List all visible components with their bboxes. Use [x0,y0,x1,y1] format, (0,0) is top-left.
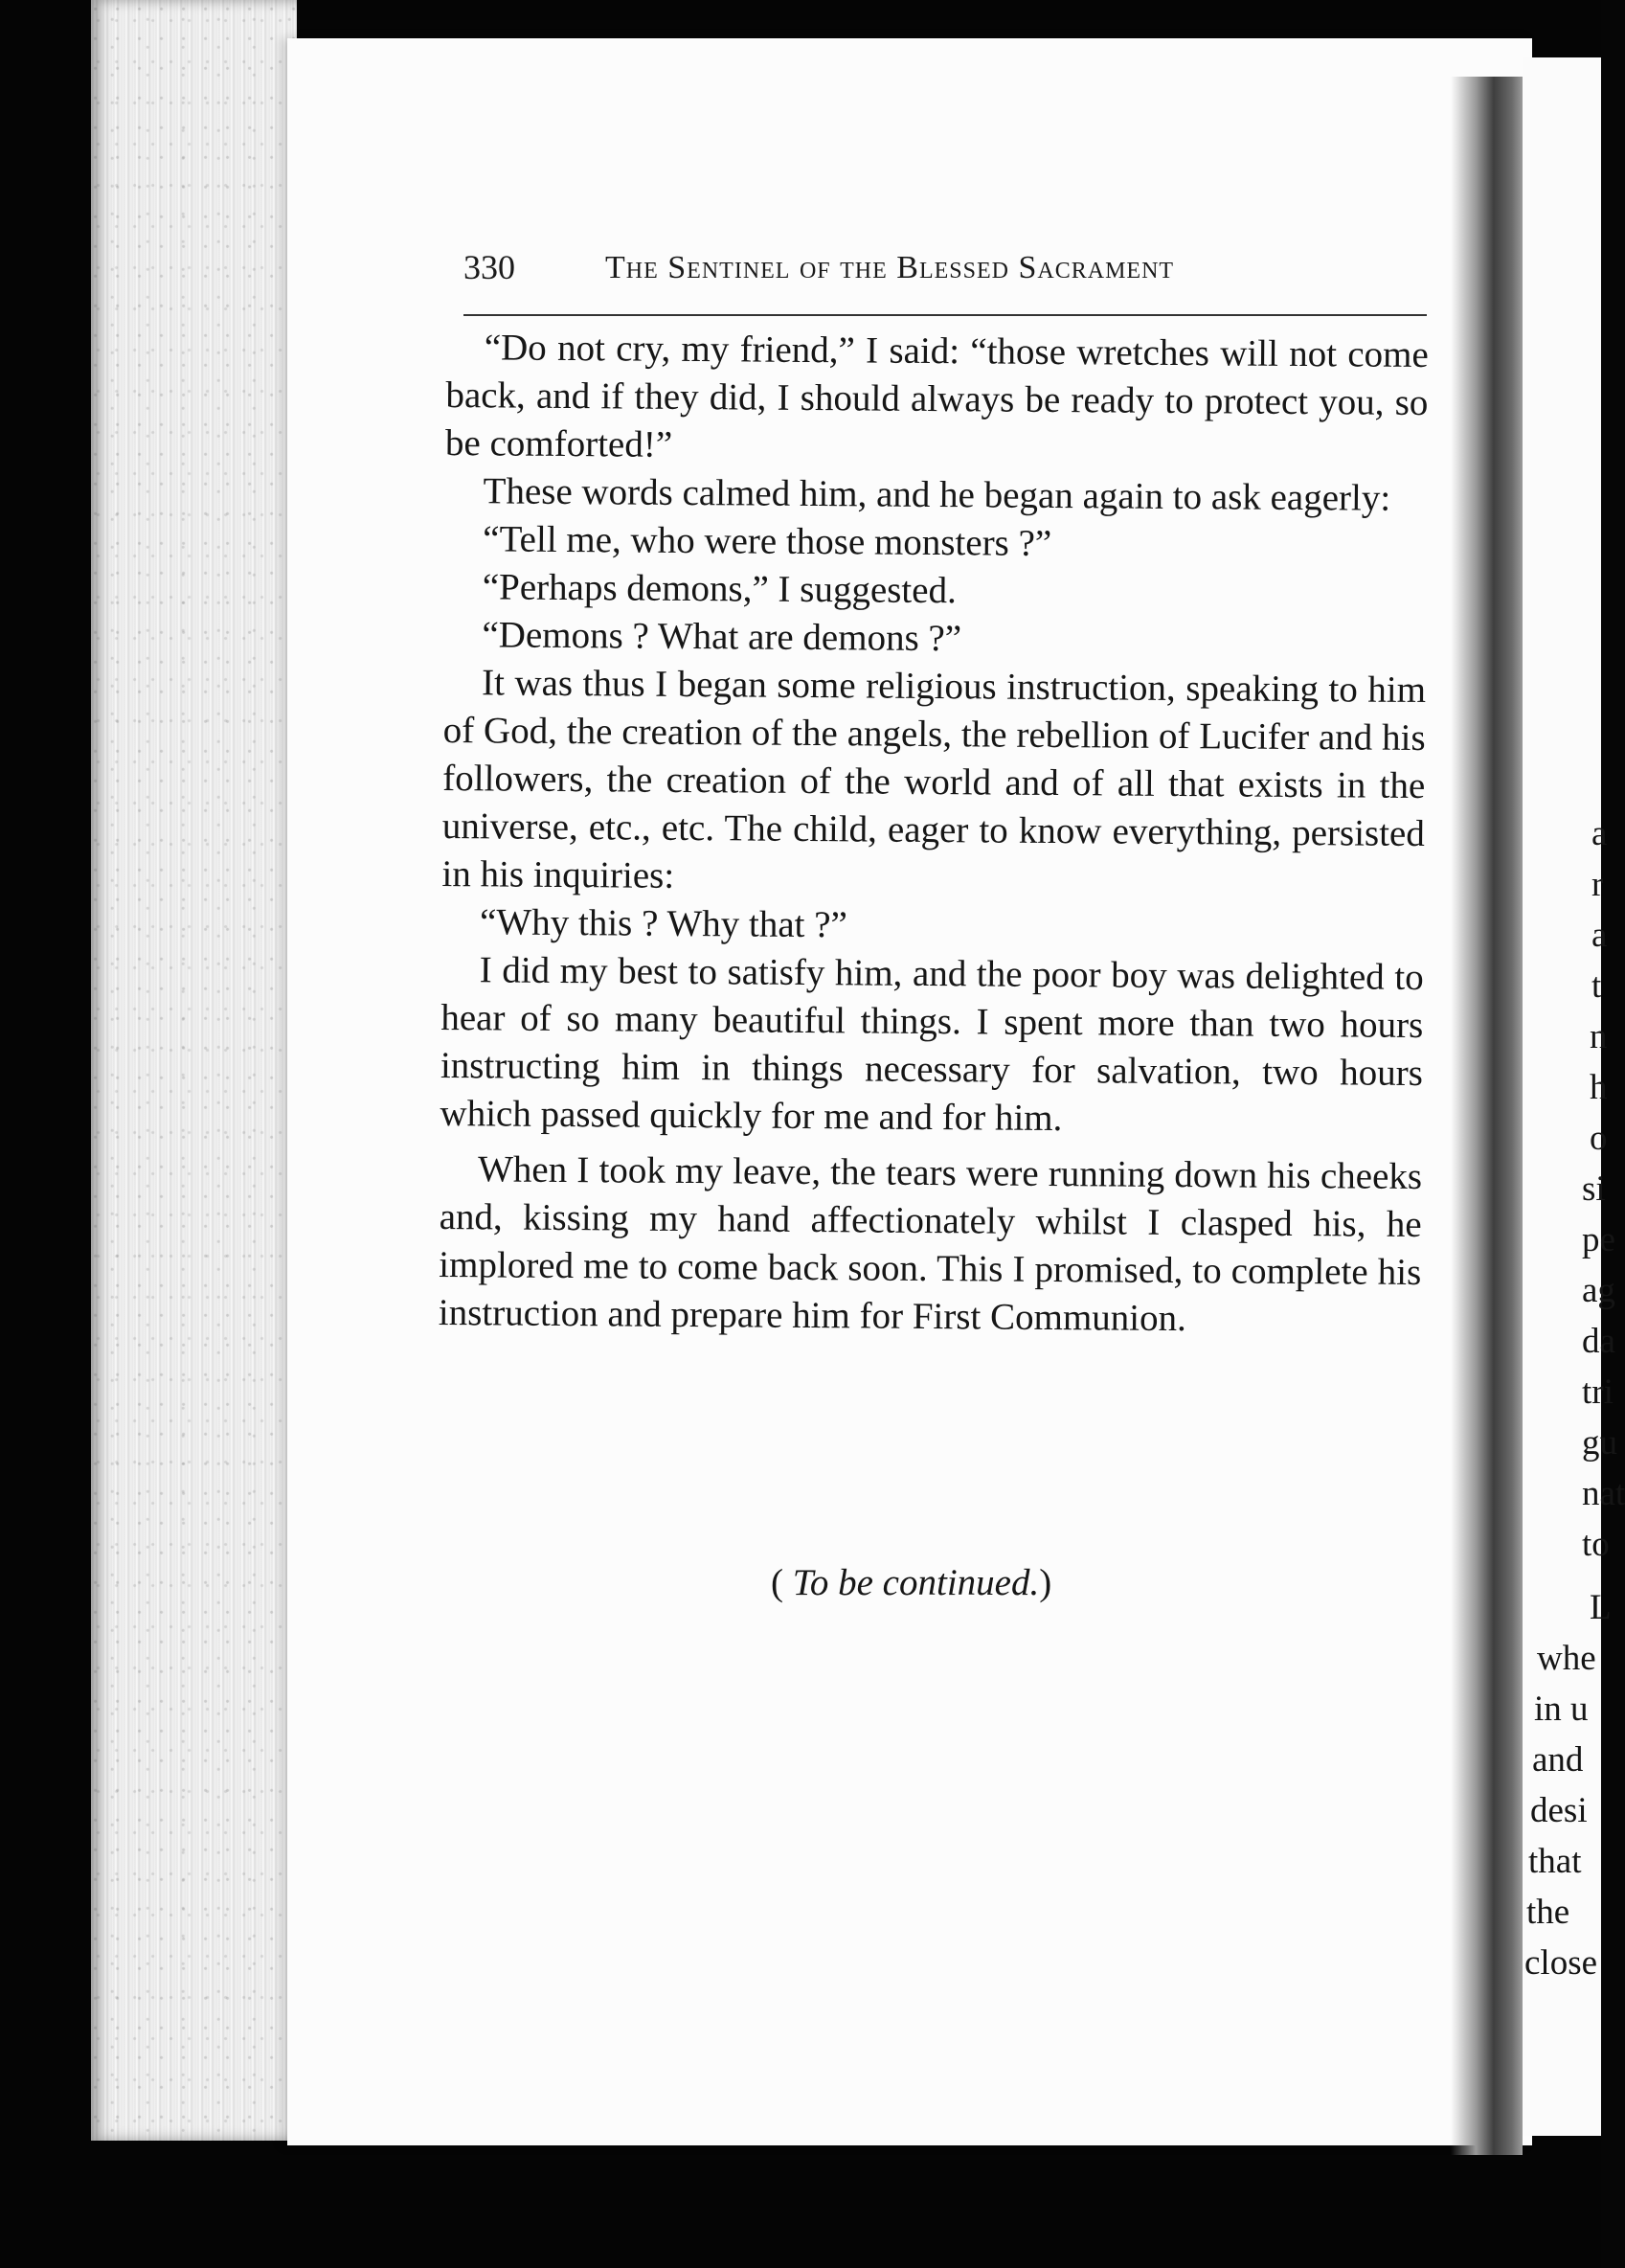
running-title: The Sentinel of the Blessed Sacrament [605,250,1175,285]
to-be-continued-note [771,1561,1051,1604]
paragraph: It was thus I began some religious instruction, speaking to him of God, the creation of the angels, the rebellion of Lucifer and his followers, the creation of the world and of all that exists in the universe, etc., etc. The child, eager to know everything, persisted in his inquiries: [441,662,1427,896]
facing-fragment: o [1590,1119,1608,1158]
page-number: 330 [463,248,515,286]
page-edges [91,0,297,2141]
facing-fragment: t [1591,966,1602,1006]
paragraph: I did my best to satisfy him, and the poor boy was delighted to hear of so many beautiful things. I spent more than two hours instructing him in things necessary for salvation, two hours which passed quickly for me and for him. [440,949,1424,1140]
facing-fragment: r [1591,865,1604,904]
paragraph: “Demons ? What are demons ?” [482,614,962,660]
paragraph: “Do not cry, my friend,” I said: “those wretches will not come back, and if they did, I should always be ready to protect you, so be comforted!” [444,327,1429,465]
paragraph: These words calmed him, and he began again to ask eagerly: [483,470,1391,519]
facing-fragment: ag [1582,1271,1615,1310]
facing-fragment: and [1532,1740,1584,1780]
facing-fragment: nat [1582,1474,1625,1513]
facing-fragment: that [1528,1842,1582,1881]
continued-text: To be continued. [792,1562,1040,1603]
facing-fragment: in u [1534,1690,1589,1729]
facing-fragment: L [1590,1588,1612,1627]
body-text [439,324,1429,1345]
facing-fragment: da [1582,1322,1615,1361]
paragraph: “Tell me, who were those monsters ?” [483,518,1052,564]
paragraph: When I took my leave, the tears were running down his cheeks and, kissing my hand affectionately whilst I clasped his, he implored me to come back soon. This I promised, to complete his instruction and prepare him for First Communion. [438,1148,1423,1340]
facing-fragment: n [1590,1017,1608,1056]
paragraph: “Why this ? Why that ?” [479,901,848,946]
open-paren: ( [771,1562,793,1603]
facing-fragment: pe [1582,1220,1615,1259]
facing-fragment: si [1582,1169,1606,1209]
facing-fragment: whe [1537,1639,1596,1678]
facing-page [1523,57,1625,2136]
gutter-shadow [1451,77,1523,2155]
facing-fragment: h [1590,1068,1608,1107]
running-head [463,247,1427,316]
facing-fragment: close [1524,1943,1598,1983]
facing-fragment: desi [1530,1791,1588,1830]
facing-fragment: a [1591,916,1608,955]
facing-fragment: a [1591,814,1608,853]
paragraph: “Perhaps demons,” I suggested. [482,566,957,612]
facing-fragment: to [1582,1525,1610,1564]
facing-fragment: the [1526,1893,1570,1932]
close-paren: ) [1039,1562,1052,1603]
facing-fragment: tri [1582,1372,1614,1412]
facing-fragment: gu [1582,1423,1617,1463]
